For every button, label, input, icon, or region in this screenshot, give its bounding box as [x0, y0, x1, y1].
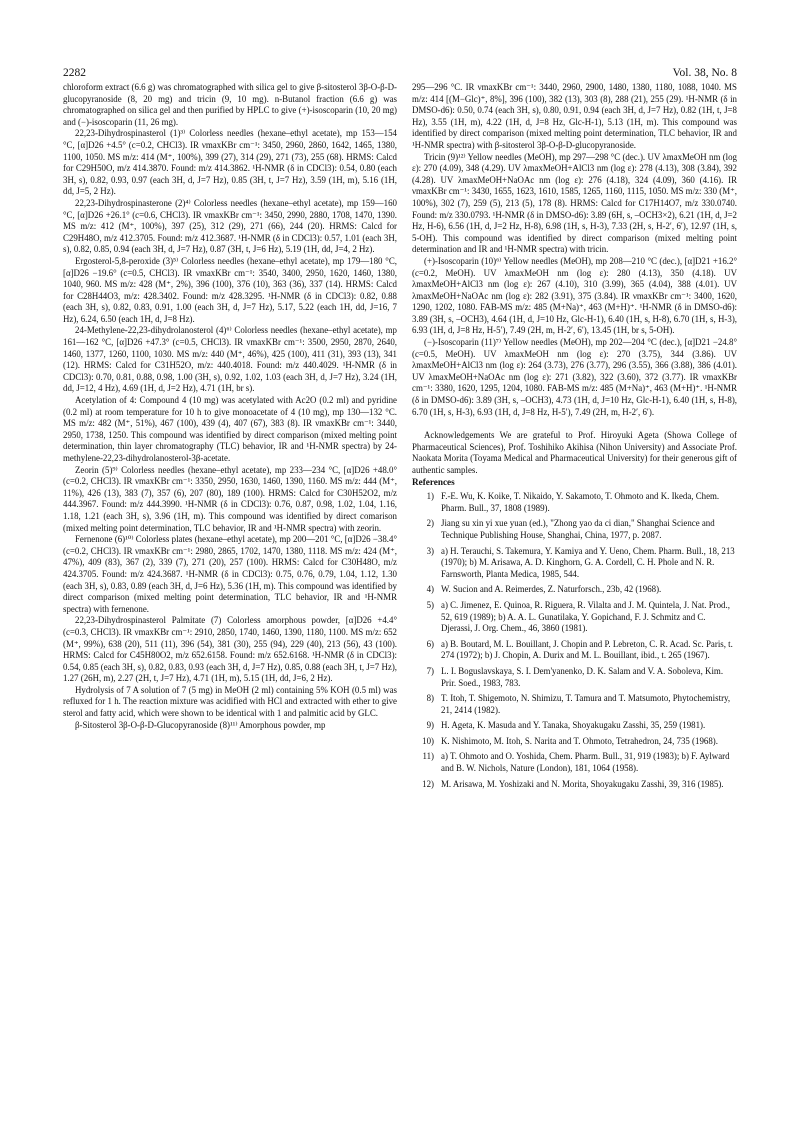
reference-text: T. Itoh, T. Shigemoto, N. Shimizu, T. Tamura and T. Matsumoto, Phytochemistry, 21, 2414 (1982). [441, 693, 731, 715]
compound-7-paragraph: 22,23-Dihydrospinasterol Palmitate (7) Colorless amorphous powder, [α]D26 +4.4° (c=0.3, CHCl3). IR νmaxKBr cm⁻¹: 2910, 2850, 1740, 1460, 1390, 1180, 1100. MS m/z: 652 (M⁺, 99%), 638 (20), 511 (11), 396 (54), 381 (30), 255 (94), 229 (40), 213 (56), 43 (100). HRMS: Calcd for C45H80O2, m/z 652.6158. Found: m/z 652.6168. ¹H-NMR (δ in CDCl3): 0.54, 0.85 (each 3H, s), 0.82, 0.83, 0.93 (each 3H, d, J=7 Hz), 0.85, 0.88 (each 3H, t, J=7 Hz), 1.27 (26H, m), 2.27 (2H, t, J=7 Hz), 4.71 (1H, m), 5.15 (1H, dd, J=6, 2 Hz). [63, 615, 397, 684]
reference-number: 3) [426, 545, 434, 556]
reference-item [412, 736, 737, 748]
reference-number: 11) [422, 751, 434, 762]
reference-text: a) T. Ohmoto and O. Yoshida, Chem. Pharm. Bull., 31, 919 (1983); b) F. Aylward and B. W. Nichols, Nature (London), 181, 1064 (1958). [441, 751, 730, 774]
reference-text: F.-E. Wu, K. Koike, T. Nikaido, Y. Sakamoto, T. Ohmoto and K. Ikeda, Chem. Pharm. Bull., 37, 1808 (1989). [441, 491, 720, 513]
reference-text: a) C. Jimenez, E. Quinoa, R. Riguera, R. Vilalta and J. M. Quintela, J. Nat. Prod., 52, 619 (1989); b) A. A. L. Gunatilaka, Y. Gopichand, F. J. Schmitz and C. Djerassi, J. Org. Chem., 46, 3860 (1981). [441, 599, 730, 634]
references-heading: References [412, 476, 455, 487]
reference-item [412, 720, 737, 732]
compound-9-paragraph: Tricin (9)¹²⁾ Yellow needles (MeOH), mp 297—298 °C (dec.). UV λmaxMeOH nm (log ε): 270 (4.09), 348 (4.29). UV λmaxMeOH+AlCl3 nm (log ε): 278 (4.13), 308 (3.84), 392 (4.28). UV λmaxMeOH+NaOAc nm (log ε): 276 (4.18), 324 (4.09), 360 (4.16). IR νmaxKBr cm⁻¹: 3430, 1655, 1623, 1610, 1585, 1265, 1160, 1115, 1050. MS m/z: 330 (M⁺, 100%), 302 (7), 259 (5), 213 (5), 178 (8). HRMS: Calcd for C17H14O7, m/z 330.0740. Found: m/z 330.0793. ¹H-NMR (δ in DMSO-d6): 3.89 (6H, s, –OCH3×2), 6.21 (1H, d, J=2 Hz, H-6), 6.56 (1H, d, J=2 Hz, H-8), 6.98 (1H, s, H-3), 7.33 (2H, s, H-2′, 6′), 12.97 (1H, s, 5-OH). This compound was identified by direct comparison (mixed melting point determination and IR and ¹H-NMR spectra) with tricin. [412, 151, 737, 255]
page-header [63, 67, 737, 81]
reference-item [412, 600, 737, 635]
reference-item [412, 666, 737, 689]
reference-text: K. Nishimoto, M. Itoh, S. Narita and T. Ohmoto, Tetrahedron, 24, 735 (1968). [441, 735, 718, 746]
reference-text: a) B. Boutard, M. L. Bouillant, J. Chopin and P. Lebreton, C. R. Acad. Sc. Paris, t. 274 (1972); b) J. Chopin, A. Durix and M. L. Bouillant, ibid., t. 265 (1967). [441, 638, 733, 661]
reference-text: a) H. Terauchi, S. Takemura, Y. Kamiya and Y. Ueno, Chem. Pharm. Bull., 18, 213 (1970); b) M. Arisawa, A. D. Kinghorn, G. A. Cordell, C. H. Phole and N. R. Farnsworth, Planta Medica, 1985, 544. [441, 545, 735, 579]
acetylation-paragraph: Acetylation of 4: Compound 4 (10 mg) was acetylated with Ac2O (0.2 ml) and pyridine (0.2 ml) at room temperature for 10 h to give monoacetate of 4 (10 mg), mp 130—132 °C. MS m/z: 482 (M⁺, 51%), 467 (100), 439 (4), 407 (67), 383 (8). IR νmaxKBr cm⁻¹: 3440, 2950, 1738, 1250. This compound was identified by direct comparison (mixed melting point determination, thin layer chromatography (TLC) behavior, IR and ¹H-NMR spectra) by 24-methylene-22,23-dihydrolanosterol-3β-acetate. [63, 395, 397, 463]
compound-2-paragraph: 22,23-Dihydrospinasterone (2)⁴⁾ Colorless needles (hexane–ethyl acetate), mp 159—160 °C, [α]D26 +26.1° (c=0.6, CHCl3). IR νmaxKBr cm⁻¹: 3450, 2990, 2880, 1708, 1470, 1390. MS m/z: 412 (M⁺, 100%), 397 (25), 312 (29), 271 (66), 244 (20). HRMS: Calcd for C29H48O, m/z 412.3705. Found: m/z 412.3687. ¹H-NMR (δ in CDCl3): 0.57, 1.01 (each 3H, s), 0.82, 0.85, 0.94 (each 3H, d, J=7 Hz), 0.87 (3H, t, J=6 Hz), 5.19 (1H, dd, J=4, 2 Hz). [63, 197, 397, 255]
reference-number: 9) [426, 720, 434, 731]
reference-number: 4) [426, 584, 434, 595]
reference-text: Jiang su xin yi xue yuan (ed.), "Zhong yao da ci dian," Shanghai Science and Technique Publishing House, Shanghai, China, 1977, p. 2087. [441, 518, 715, 540]
compound-8-continued: 295—296 °C. IR νmaxKBr cm⁻¹: 3440, 2960, 2900, 1480, 1380, 1180, 1088, 1040. MS m/z: 414 [(M−Glc)⁺, 8%], 396 (100), 382 (13), 303 (8), 288 (21), 255 (29). ¹H-NMR (δ in DMSO-d6): 0.50, 0.74 (each 3H, s), 0.80, 0.91, 0.94 (each 3H, d, J=7 Hz), 0.82 (1H, t, J=8 Hz), 3.55 (1H, m), 4.22 (1H, d, J=8 Hz, Glc-H-1), 5.13 (1H, m). This compound was identified by direct comparison (mixed melting point determination, TLC behavior, IR and ¹H-NMR spectra) with β-sitosterol 3β-O-β-D-glucopyranoside. [412, 82, 737, 150]
reference-number: 1) [426, 491, 434, 502]
reference-text: L. I. Boguslavskaya, S. I. Dem'yanenko, D. K. Salam and V. A. Soboleva, Kim. Prir. Soed., 1983, 783. [441, 665, 724, 688]
reference-item [412, 491, 737, 514]
page-number: 2282 [63, 67, 86, 79]
journal-volume: Vol. 38, No. 8 [672, 67, 737, 79]
compound-8-paragraph: β-Sitosterol 3β-O-β-D-Glucopyranoside (8)¹¹⁾ Amorphous powder, mp [75, 719, 326, 730]
reference-text: W. Sucion and A. Reimerdes, Z. Naturforsch., 23b, 42 (1968). [441, 584, 662, 595]
compound-4-paragraph: 24-Methylene-22,23-dihydrolanosterol (4)⁶⁾ Colorless needles (hexane–ethyl acetate), mp 161—162 °C, [α]D26 +47.3° (c=0.5, CHCl3). IR νmaxKBr cm⁻¹: 3500, 2950, 2870, 2640, 1460, 1377, 1260, 1100, 1030. MS m/z: 440 (M⁺, 46%), 425 (100), 411 (31), 393 (13), 341 (12). HRMS: Calcd for C31H52O, m/z: 440.4018. Found: m/z 440.4029. ¹H-NMR (δ in CDCl3): 0.70, 0.81, 0.88, 0.98, 1.00 (3H, s), 0.92, 1.02, 1.03 (each 3H, d, J=7 Hz), 3.24 (1H, dd, J=12, 4 Hz), 4.69 (1H, d, J=2 Hz), 4.71 (1H, br s). [63, 325, 397, 394]
reference-text: M. Arisawa, M. Yoshizaki and N. Morita, Shoyakugaku Zasshi, 39, 316 (1985). [441, 778, 724, 789]
reference-text: H. Ageta, K. Masuda and Y. Tanaka, Shoyakugaku Zasshi, 35, 259 (1981). [441, 720, 706, 731]
references-list [412, 491, 737, 790]
reference-item [412, 779, 737, 791]
right-column [412, 82, 737, 794]
reference-number: 8) [426, 693, 434, 704]
reference-number: 6) [426, 638, 434, 649]
compound-6-paragraph: Fernenone (6)¹⁰⁾ Colorless plates (hexane–ethyl acetate), mp 200—201 °C, [α]D26 −38.4° (c=0.2, CHCl3). IR νmaxKBr cm⁻¹: 2980, 2865, 1702, 1470, 1380, 1118. MS m/z: 424 (M⁺, 47%), 409 (83), 367 (2), 339 (7), 271 (20), 257 (100). HRMS: Calcd for C30H48O, m/z 424.3705. Found: m/z 424.3687. ¹H-NMR (δ in CDCl3): 0.75, 0.76, 0.79, 1.04, 1.12, 1.30 (each 3H, s), 0.83, 0.89 (each 3H, d, J=6 Hz), 5.36 (1H, m). This compound was identified by direct comparison (mixed melting point determination, TLC behavior, IR and ¹H-NMR spectra) with fernenone. [63, 534, 397, 614]
reference-number: 12) [422, 778, 434, 789]
reference-item [412, 546, 737, 581]
reference-item [412, 518, 737, 541]
compound-5-paragraph: Zeorin (5)⁹⁾ Colorless needles (hexane–ethyl acetate), mp 233—234 °C, [α]D26 +48.0° (c=0.2, CHCl3). IR νmaxKBr cm⁻¹: 3350, 2950, 1630, 1460, 1390, 1160. MS m/z: 444 (M⁺, 11%), 426 (13), 383 (7), 357 (6), 207 (80), 189 (100). HRMS: Calcd for C30H52O2, m/z 444.3967. Found: m/z 444.3990. ¹H-NMR (δ in CDCl3): 0.76, 0.87, 0.98, 1.02, 1.04, 1.16, 1.18, 1.21 (each 3H, s), 3.96 (1H, m). This compound was identified by direct comarison (mixed melting point determination, TLC behavior, IR and ¹H-NMR spectra) with zeorin. [63, 464, 397, 533]
compound-3-paragraph: Ergosterol-5,8-peroxide (3)⁵⁾ Colorless needles (hexane–ethyl acetate), mp 179—180 °C, [α]D26 −19.6° (c=0.5, CHCl3). IR νmaxKBr cm⁻¹: 3540, 3400, 2950, 1620, 1460, 1380, 1040, 960. MS m/z: 428 (M⁺, 2%), 396 (100), 376 (10), 363 (36), 337 (14). HRMS: Calcd for C28H44O3, m/z: 428.3402. Found: m/z 428.3295. ¹H-NMR (δ in CDCl3): 0.82, 0.88 (each 3H, s), 0.82, 0.83, 0.91, 1.00 (each 3H, d, J=7 Hz), 5.17, 5.22 (each 1H, dd, J=16, 7 Hz), 6.24, 6.50 (each 1H, d, J=8 Hz). [63, 255, 397, 324]
reference-item [412, 693, 737, 716]
reference-number: 2) [426, 518, 434, 529]
reference-number: 5) [426, 599, 434, 610]
reference-item [412, 584, 737, 596]
reference-item [412, 751, 737, 774]
compound-1-paragraph: 22,23-Dihydrospinasterol (1)³⁾ Colorless needles (hexane–ethyl acetate), mp 153—154 °C, [α]D26 +4.5° (c=0.2, CHCl3). IR νmaxKBr cm⁻¹: 3450, 2960, 2860, 1642, 1465, 1380, 1100, 1050. MS m/z: 414 (M⁺, 100%), 399 (27), 314 (29), 271 (73), 255 (68). HRMS: Calcd for C29H50O, m/z 414.3870. Found: m/z 414.3862. ¹H-NMR (δ in CDCl3): 0.54, 0.80 (each 3H, s), 0.82, 0.93, 0.97 (each 3H, d, J=7 Hz), 0.85 (3H, t, J=7 Hz), 3.59 (1H, m), 5.16 (1H, dd, J=5, 2 Hz). [63, 128, 397, 197]
left-column [63, 82, 397, 731]
compound-11-paragraph: (−)-Isoscoparin (11)⁷⁾ Yellow needles (MeOH), mp 202—204 °C (dec.), [α]D21 −24.8° (c=0.5, MeOH). UV λmaxMeOH nm (log ε): 270 (3.75), 344 (3.86). UV λmaxMeOH+AlCl3 nm (log ε): 264 (3.73), 276 (3.77), 296 (3.55), 366 (3.88), 386 (4.01). UV λmaxMeOH+NaOAc nm (log ε): 271 (3.82), 322 (3.60), 372 (3.77). IR νmaxKBr cm⁻¹: 3380, 1620, 1295, 1204, 1080. FAB-MS m/z: 485 (M+Na)⁺, 463 (M+H)⁺. ¹H-NMR (δ in DMSO-d6): 3.89 (3H, s, –OCH3), 4.73 (1H, d, J=10 Hz, Glc-H-1), 6.40 (1H, s, H-8), 6.70 (1H, s, H-3), 6.93 (1H, d, J=8 Hz, H-5′), 7.49 (2H, m, H-2′, 6′). [412, 337, 737, 417]
hydrolysis-paragraph: Hydrolysis of 7 A solution of 7 (5 mg) in MeOH (2 ml) containing 5% KOH (0.5 ml) was refluxed for 1 h. The reaction mixture was acidified with HCl and extracted with ether to give sterol and fatty acid, which were shown to be identical with 1 and palmitic acid by GLC. [63, 684, 397, 719]
paragraph: chloroform extract (6.6 g) was chromatographed with silica gel to give β-sitosterol 3β-O-β-D-glucopyranoside (8, 20 mg) and tricin (9, 10 mg). n-Butanol fraction (6.6 g) was chromatographed on silica gel and then purified by HPLC to give (+)-isoscoparin (10, 20 mg) and (−)-isoscoparin (11, 26 mg). [63, 82, 397, 127]
compound-10-paragraph: (+)-Isoscoparin (10)⁶⁾ Yellow needles (MeOH), mp 208—210 °C (dec.), [α]D21 +16.2° (c=0.2, MeOH). UV λmaxMeOH nm (log ε): 280 (4.13), 350 (4.18). UV λmaxMeOH+AlCl3 nm (log ε): 267 (4.10), 310 (3.99), 365 (4.04), 388 (4.01). UV λmaxMeOH+NaOAc nm (log ε): 282 (3.91), 375 (3.84). IR νmaxKBr cm⁻¹: 3400, 1620, 1290, 1202, 1080. FAB-MS m/z: 485 (M+Na)⁺, 463 (M+H)⁺. ¹H-NMR (δ in DMSO-d6): 3.89 (3H, s, –OCH3), 4.64 (1H, d, J=10 Hz, Glc-H-1), 6.40 (1H, s, H-8), 6.70 (1H, s, H-3), 6.93 (1H, d, J=8 Hz, H-5′), 7.49 (2H, m, H-2′, 6′), 13.45 (1H, br s, 5-OH). [412, 255, 737, 336]
reference-item [412, 639, 737, 662]
reference-number: 10) [422, 735, 434, 746]
acknowledgements: Acknowledgements We are grateful to Prof. Hiroyuki Ageta (Showa College of Pharmaceutical Sciences), Prof. Toshihiko Akihisa (Nihon University) and Associate Prof. Naokata Morita (Toyama Medical and Pharmaceutical University) for their generous gift of authentic samples. [412, 430, 737, 475]
reference-number: 7) [426, 665, 434, 676]
